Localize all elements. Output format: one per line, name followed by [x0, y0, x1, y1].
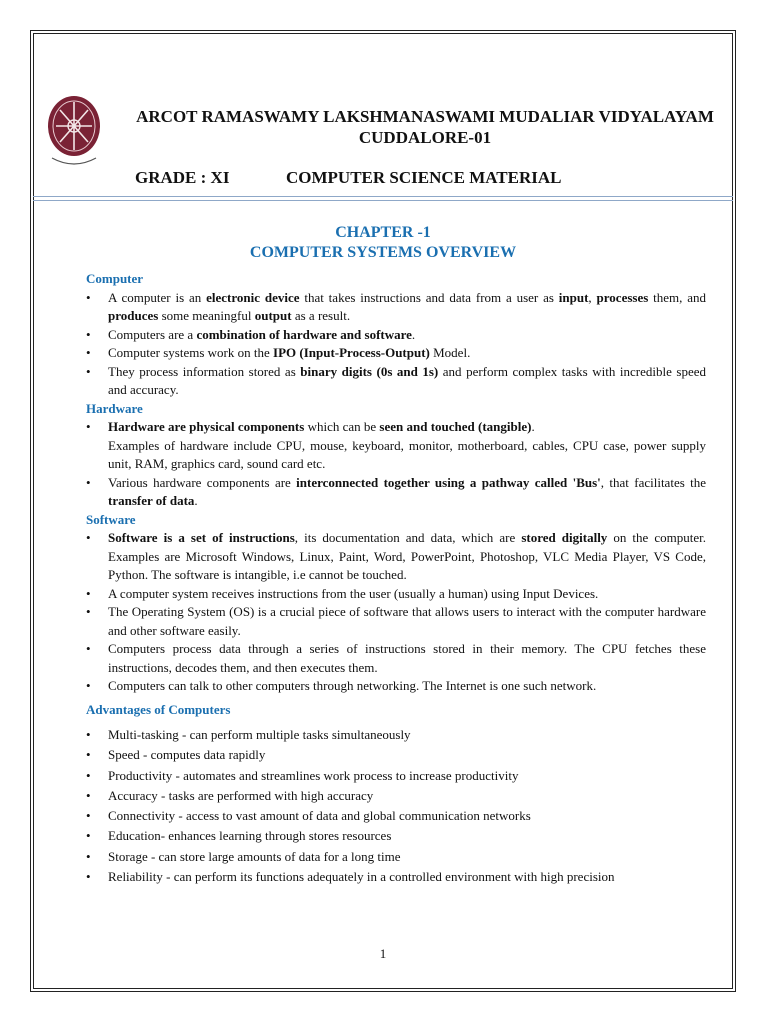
section-title-software: Software — [86, 511, 136, 527]
list-item: • Accuracy - tasks are performed with high accuracy — [86, 787, 706, 806]
list-item: • Speed - computes data rapidly — [86, 746, 706, 765]
list-item: • Various hardware components are interconnected together using a pathway called 'Bus', that facilitates the transfer of data. — [86, 474, 706, 511]
content-body — [86, 270, 706, 888]
software-list — [86, 529, 706, 696]
hardware-list — [86, 418, 706, 511]
list-item: • Storage - can store large amounts of data for a long time — [86, 848, 706, 867]
list-item: • They process information stored as binary digits (0s and 1s) and perform complex tasks with incredible speed and accuracy. — [86, 363, 706, 400]
chapter-number: CHAPTER -1 — [335, 224, 431, 241]
material-label: COMPUTER SCIENCE MATERIAL — [286, 168, 562, 187]
list-item: • Computers process data through a series of instructions stored in their memory. The CPU fetches these instructions, decodes them, and then executes them. — [86, 640, 706, 677]
school-name-line2: CUDDALORE-01 — [358, 128, 492, 147]
list-item: • Computer systems work on the IPO (Input-Process-Output) Model. — [86, 344, 706, 363]
list-item: • Software is a set of instructions, its documentation and data, which are stored digitally on the computer. Examples are Microsoft Windows, Linux, Paint, Word, PowerPoint, Photoshop, VLC Media Player, VS Code, Python. The software is intangible, i.e cannot be touched. — [86, 529, 706, 585]
list-item: • Hardware are physical components which can be seen and touched (tangible). Examples of hardware include CPU, mouse, keyboard, monitor, motherboard, cables, CPU case, power supply unit, RAM, graphics card, sound card etc. — [86, 418, 706, 474]
chapter-title: COMPUTER SYSTEMS OVERVIEW — [249, 244, 517, 261]
header-rule-bottom — [33, 200, 733, 201]
list-item: • Reliability - can perform its functions adequately in a controlled environment with high precision — [86, 868, 706, 887]
list-item: • A computer system receives instructions from the user (usually a human) using Input Devices. — [86, 585, 706, 604]
list-item: • Computers are a combination of hardware and software. — [86, 326, 706, 345]
school-emblem-icon — [46, 92, 102, 166]
list-item: • Connectivity - access to vast amount of data and global communication networks — [86, 807, 706, 826]
computer-list — [86, 289, 706, 400]
list-item: • Multi-tasking - can perform multiple tasks simultaneously — [86, 726, 706, 745]
list-item: • The Operating System (OS) is a crucial piece of software that allows users to interact with the computer hardware and other software easily. — [86, 603, 706, 640]
section-title-hardware: Hardware — [86, 400, 143, 416]
advantages-list — [86, 726, 706, 887]
list-item: • Productivity - automates and streamlines work process to increase productivity — [86, 767, 706, 786]
grade-label: GRADE : XI — [135, 168, 230, 187]
school-name — [110, 106, 740, 148]
header-rule-top — [33, 196, 733, 197]
list-item: • Education- enhances learning through stores resources — [86, 827, 706, 846]
page-number: 1 — [379, 946, 387, 961]
list-item: • Computers can talk to other computers through networking. The Internet is one such network. — [86, 677, 706, 696]
section-title-computer: Computer — [86, 271, 144, 286]
section-title-advantages: Advantages of Computers — [86, 701, 231, 717]
school-name-line1: ARCOT RAMASWAMY LAKSHMANASWAMI MUDALIAR VIDYALAYAM — [136, 107, 714, 126]
list-item: • A computer is an electronic device that takes instructions and data from a user as input, processes them, and produces some meaningful output as a result. — [86, 289, 706, 326]
